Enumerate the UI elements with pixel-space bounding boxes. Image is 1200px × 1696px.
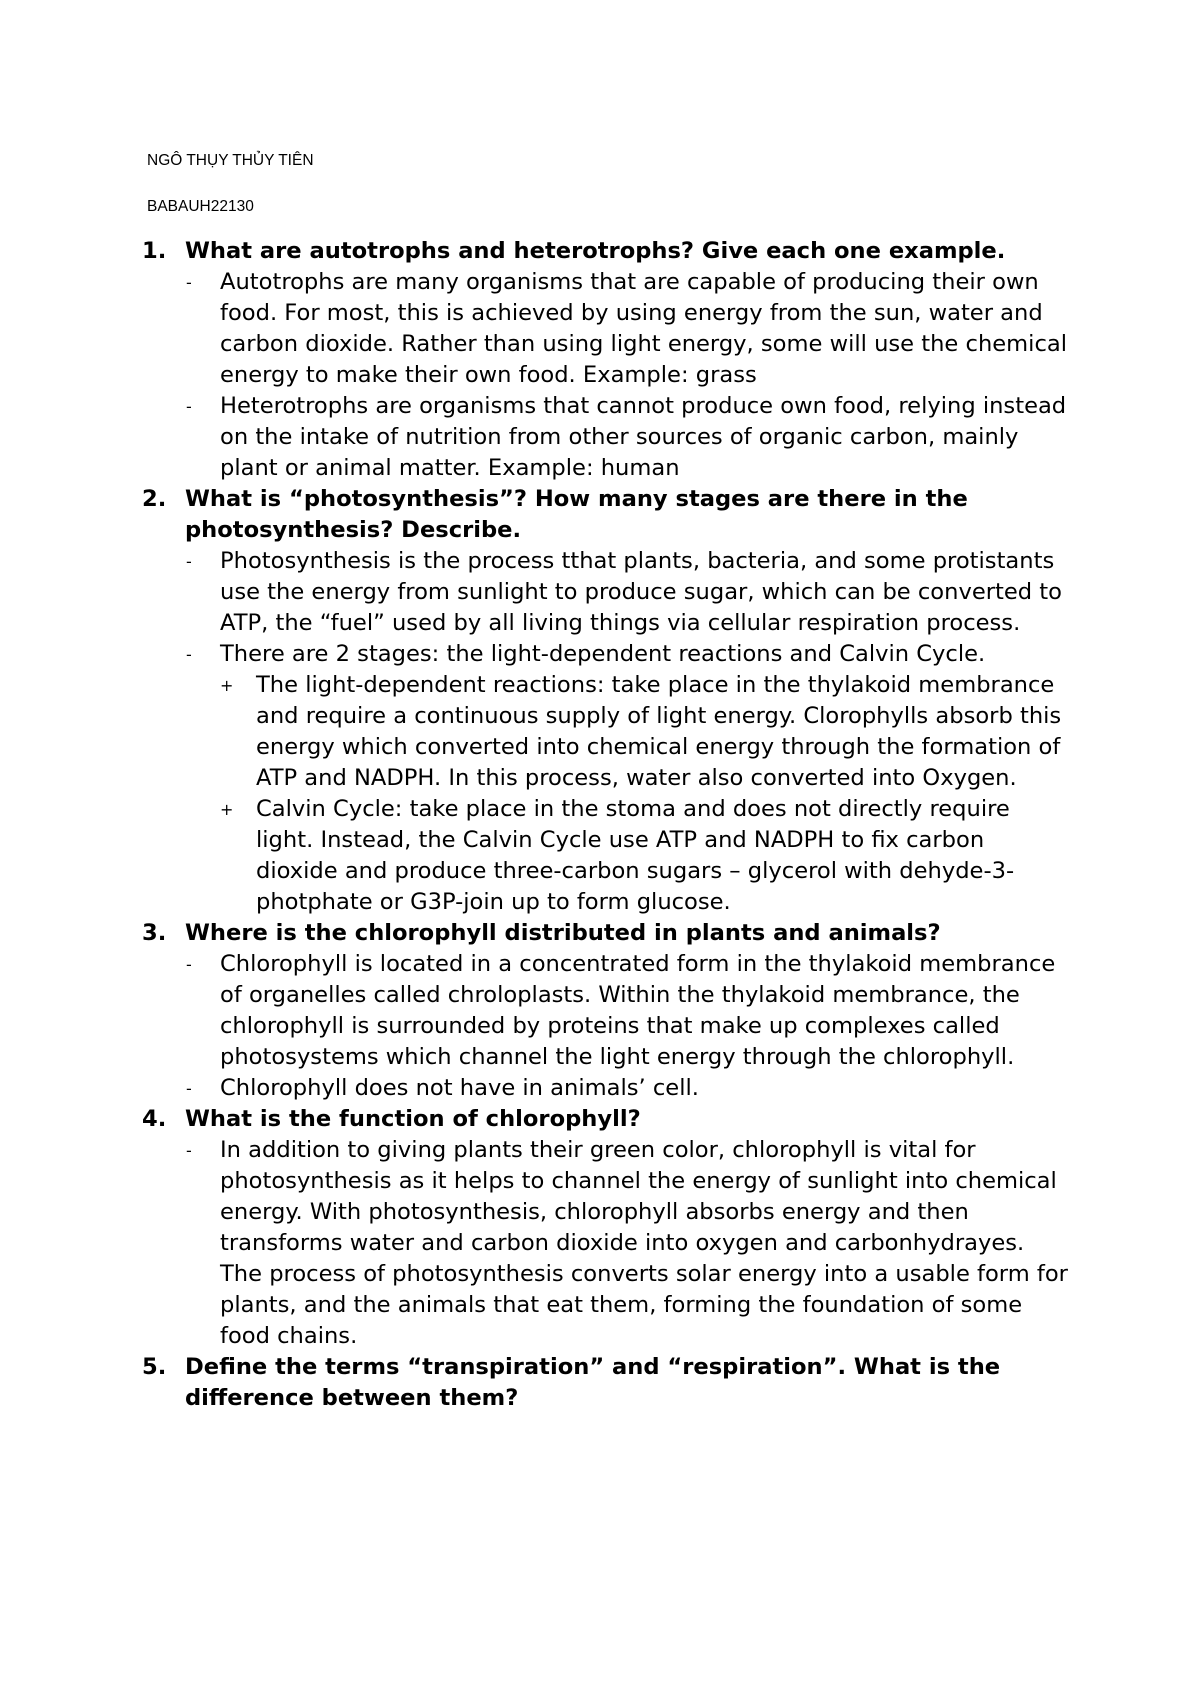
answer-text: The light-dependent reactions: take place in the thylakoid membrance and require a continuous supply of light energy. Clorophylls absorb this energy which converted into chemical energy through the formation of ATP and NADPH. In this process, water also converted into Oxygen. [256, 672, 1062, 791]
question-list [142, 236, 1072, 1414]
question-text: What is the function of chlorophyll? [185, 1106, 641, 1132]
question-text: Where is the chlorophyll distributed in plants and animals? [185, 920, 941, 946]
question-1 [142, 236, 1072, 267]
answer-bullet [142, 1073, 1072, 1104]
answer-bullet [142, 949, 1072, 1073]
dash-marker: - [186, 1079, 192, 1098]
answer-text: Chlorophyll does not have in animals’ cell. [220, 1075, 699, 1101]
dash-marker: - [186, 552, 192, 571]
answer-bullet [142, 639, 1072, 670]
author-name: NGÔ THỤY THỦY TIÊN [147, 152, 314, 169]
dash-marker: - [186, 273, 192, 292]
answer-text: Calvin Cycle: take place in the stoma and does not directly require light. Instead, the Calvin Cycle use ATP and NADPH to fix carbon dioxide and produce three-carbon sugars – glycerol with dehyde-3-photphate or G3P-join up to form glucose. [256, 796, 1015, 915]
plus-marker: + [220, 676, 234, 695]
answer-text: Photosynthesis is the process tthat plants, bacteria, and some protistants use the energy from sunlight to produce sugar, which can be converted to ATP, the “fuel” used by all living things via cellular respiration process. [220, 548, 1062, 636]
answer-text: There are 2 stages: the light-dependent reactions and Calvin Cycle. [220, 641, 986, 667]
plus-marker: + [220, 800, 234, 819]
question-text: What is “photosynthesis”? How many stages are there in the photosynthesis? Describe. [185, 486, 968, 543]
answer-sub-bullet [142, 670, 1072, 794]
answer-bullet [142, 267, 1072, 391]
dash-marker: - [186, 1141, 192, 1160]
question-number: 3. [142, 920, 167, 946]
question-text: What are autotrophs and heterotrophs? Give each one example. [185, 238, 1006, 264]
answer-sub-bullet [142, 794, 1072, 918]
answer-text: In addition to giving plants their green color, chlorophyll is vital for photosynthesis as it helps to channel the energy of sunlight into chemical energy. With photosynthesis, chlorophyll absorbs energy and then transforms water and carbon dioxide into oxygen and carbonhydrayes. The process of photosynthesis converts solar energy into a usable form for plants, and the animals that eat them, forming the foundation of some food chains. [220, 1137, 1068, 1349]
answer-text: Autotrophs are many organisms that are capable of producing their own food. For most, this is achieved by using energy from the sun, water and carbon dioxide. Rather than using light energy, some will use the chemical energy to make their own food. Example: grass [220, 269, 1067, 388]
answer-bullet [142, 546, 1072, 639]
question-number: 2. [142, 486, 167, 512]
question-number: 1. [142, 238, 167, 264]
answer-bullet [142, 391, 1072, 484]
dash-marker: - [186, 397, 192, 416]
answer-bullet [142, 1135, 1072, 1352]
question-5 [142, 1352, 1072, 1414]
student-id: BABAUH22130 [147, 198, 254, 215]
question-number: 5. [142, 1354, 167, 1380]
dash-marker: - [186, 955, 192, 974]
dash-marker: - [186, 645, 192, 664]
question-text: Define the terms “transpiration” and “respiration”. What is the difference between them? [185, 1354, 1001, 1411]
answer-text: Heterotrophs are organisms that cannot produce own food, relying instead on the intake of nutrition from other sources of organic carbon, mainly plant or animal matter. Example: human [220, 393, 1067, 481]
question-3 [142, 918, 1072, 949]
answer-text: Chlorophyll is located in a concentrated form in the thylakoid membrance of organelles called chroloplasts. Within the thylakoid membrance, the chlorophyll is surrounded by proteins that make up complexes called photosystems which channel the light energy through the chlorophyll. [220, 951, 1056, 1070]
question-4 [142, 1104, 1072, 1135]
question-number: 4. [142, 1106, 167, 1132]
question-2 [142, 484, 1072, 546]
